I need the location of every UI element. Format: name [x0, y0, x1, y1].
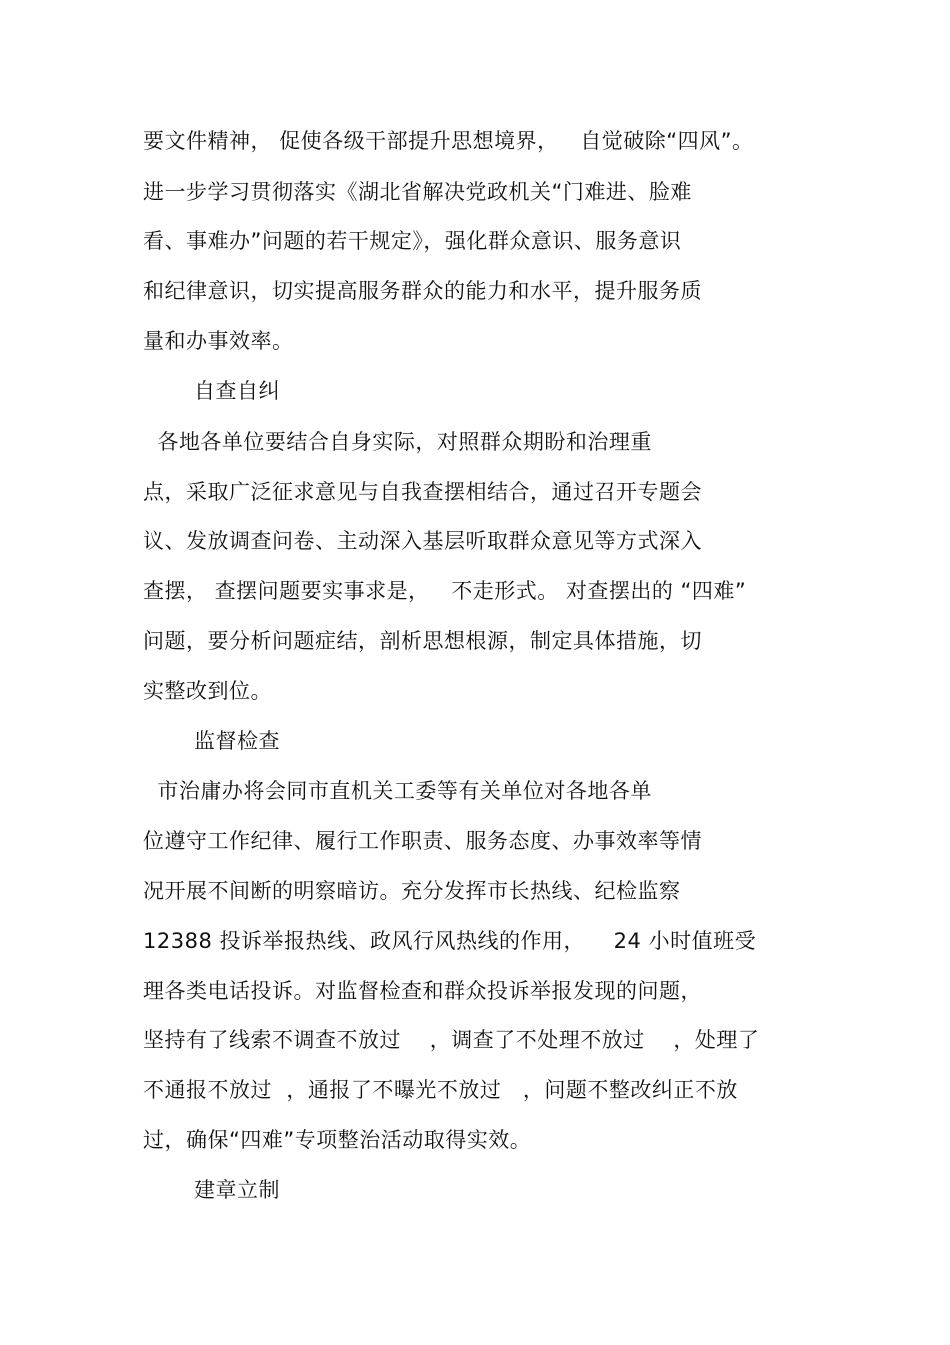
paragraph-line: 坚持有了线索不调查不放过 ，调查了不处理不放过 ，处理了 — [143, 1028, 760, 1052]
paragraph-line: 12388 投诉举报热线、政风行风热线的作用， 24 小时值班受 — [143, 929, 757, 953]
paragraph-line: 市治庸办将会同市直机关工委等有关单位对各地各单 — [143, 779, 652, 803]
paragraph-line: 点，采取广泛征求意见与自我查摆相结合，通过召开专题会 — [143, 480, 702, 504]
paragraph-line: 看、事难办”问题的若干规定》，强化群众意识、服务意识 — [143, 229, 682, 253]
paragraph-line: 进一步学习贯彻落实《湖北省解决党政机关“门难进、脸难 — [143, 180, 692, 204]
section-heading: 建章立制 — [194, 1178, 280, 1202]
paragraph-line: 议、发放调查问卷、主动深入基层听取群众意见等方式深入 — [143, 529, 702, 553]
paragraph-line: 量和办事效率。 — [143, 329, 294, 353]
paragraph-line: 问题，要分析问题症结，剖析思想根源，制定具体措施，切 — [143, 629, 702, 653]
section-heading: 监督检查 — [194, 729, 280, 753]
paragraph-line: 不通报不放过 ，通报了不曝光不放过 ，问题不整改纠正不放 — [143, 1078, 738, 1102]
paragraph-line: 位遵守工作纪律、履行工作职责、服务态度、办事效率等情 — [143, 829, 702, 853]
paragraph-line: 况开展不间断的明察暗访。充分发挥市长热线、纪检监察 — [143, 879, 681, 903]
section-heading: 自查自纠 — [194, 379, 280, 403]
paragraph-line: 和纪律意识，切实提高服务群众的能力和水平，提升服务质 — [143, 279, 702, 303]
paragraph-line: 理各类电话投诉。对监督检查和群众投诉举报发现的问题， — [143, 979, 702, 1003]
paragraph-line: 要文件精神， 促使各级干部提升思想境界， 自觉破除“四风”。 — [143, 129, 754, 153]
paragraph-line: 查摆， 查摆问题要实事求是， 不走形式。 对查摆出的 “四难” — [143, 579, 747, 603]
paragraph-line: 各地各单位要结合自身实际，对照群众期盼和治理重 — [143, 430, 652, 454]
paragraph-line: 实整改到位。 — [143, 679, 272, 703]
paragraph-line: 过，确保“四难”专项整治活动取得实效。 — [143, 1128, 532, 1152]
